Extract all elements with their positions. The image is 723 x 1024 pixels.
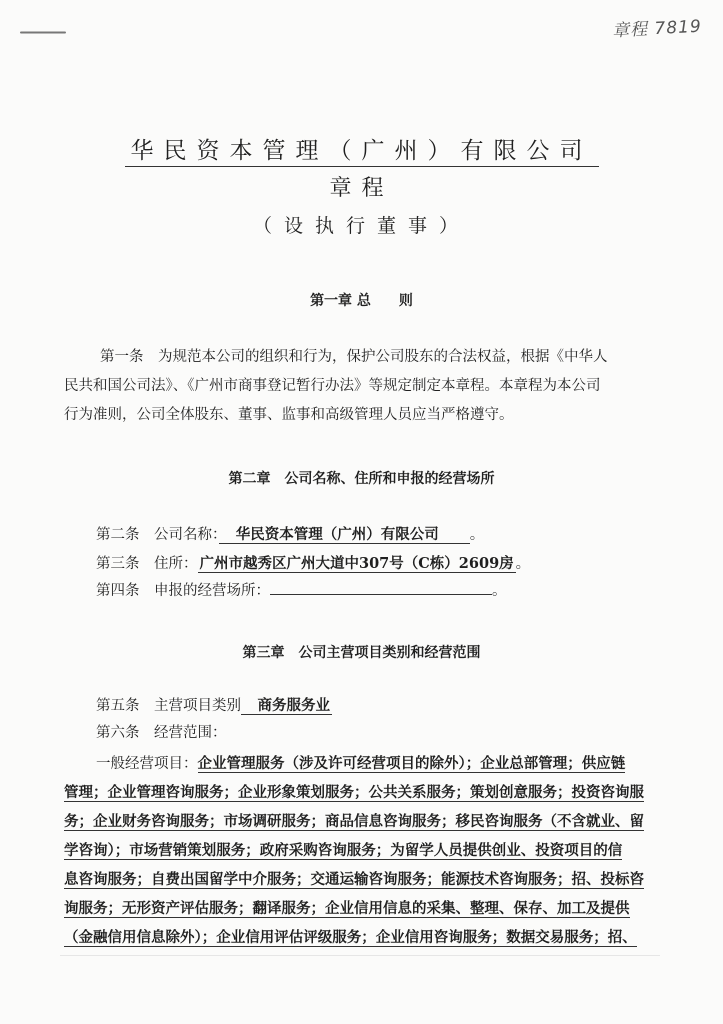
scope-line-5: 息咨询服务；自费出国留学中介服务；交通运输咨询服务；能源技术咨询服务；招、投标咨 [64, 871, 644, 888]
article-3: 第三条 住所： 广州市越秀区广州大道中307号（C栋）2609房 。 [96, 555, 531, 572]
handwritten-note: 章程 7819 [611, 16, 703, 42]
main-category-value: 商务服务业 [243, 697, 330, 714]
chapter-1-heading: 第一章 总 则 [310, 293, 413, 309]
article-4: 第四条 申报的经营场所： 。 [96, 577, 507, 606]
scope-line-2: 管理；企业管理咨询服务；企业形象策划服务；公共关系服务；策划创意服务；投资咨询服 [64, 784, 644, 801]
business-place-blank [270, 580, 492, 595]
chapter-3-heading: 第三章 公司主营项目类别和经营范围 [242, 645, 481, 661]
article-6-label: 第六条 经营范围： [96, 725, 227, 741]
article-5-label: 第五条 主营项目类别 [96, 698, 241, 714]
article-3-label: 第三条 住所： [96, 556, 198, 572]
page-bottom-rule [60, 955, 660, 956]
scope-prefix: 一般经营项目： [96, 756, 198, 772]
article-1-line-1: 第一条 为规范本公司的组织和行为，保护公司股东的合法权益，根据《中华人 [100, 349, 608, 365]
company-name-value: 华民资本管理（广州）有限公司 [221, 526, 468, 543]
article-1-line-2: 民共和国公司法》、《广州市商事登记暂行办法》等规定制定本章程。本章程为本公司 [64, 378, 601, 394]
scope-line-1: 一般经营项目：企业管理服务（涉及许可经营项目的除外）；企业总部管理；供应链 [96, 755, 626, 772]
document-subtitle-2: （设执行董事） [252, 215, 470, 237]
article-4-label: 第四条 申报的经营场所： [96, 583, 270, 599]
scope-line-6: 询服务；无形资产评估服务；翻译服务；企业信用信息的采集、整理、保存、加工及提供 [64, 900, 630, 917]
article-2: 第二条 公司名称： 华民资本管理（广州）有限公司 。 [96, 526, 485, 543]
article-2-label: 第二条 公司名称： [96, 527, 220, 543]
document-title: 华民资本管理（广州）有限公司 [0, 132, 723, 165]
scope-line-4: 学咨询）；市场营销策划服务；政府采购咨询服务；为留学人员提供创业、投资项目的信 [64, 842, 623, 859]
staple-mark [20, 30, 66, 35]
scope-line-3: 务；企业财务咨询服务；市场调研服务；商品信息咨询服务；移民咨询服务（不含就业、留 [64, 813, 644, 830]
document-subtitle: 章程 [329, 176, 394, 201]
article-1-line-3: 行为准则，公司全体股东、董事、监事和高级管理人员应当严格遵守。 [64, 407, 514, 423]
article-5 [96, 691, 332, 721]
scope-line-7: （金融信用信息除外）；企业信用评估评级服务；企业信用咨询服务；数据交易服务；招、 [64, 929, 637, 946]
chapter-2-heading: 第二章 公司名称、住所和申报的经营场所 [228, 471, 495, 487]
address-value: 广州市越秀区广州大道中307号（C栋）2609房 [199, 555, 514, 572]
